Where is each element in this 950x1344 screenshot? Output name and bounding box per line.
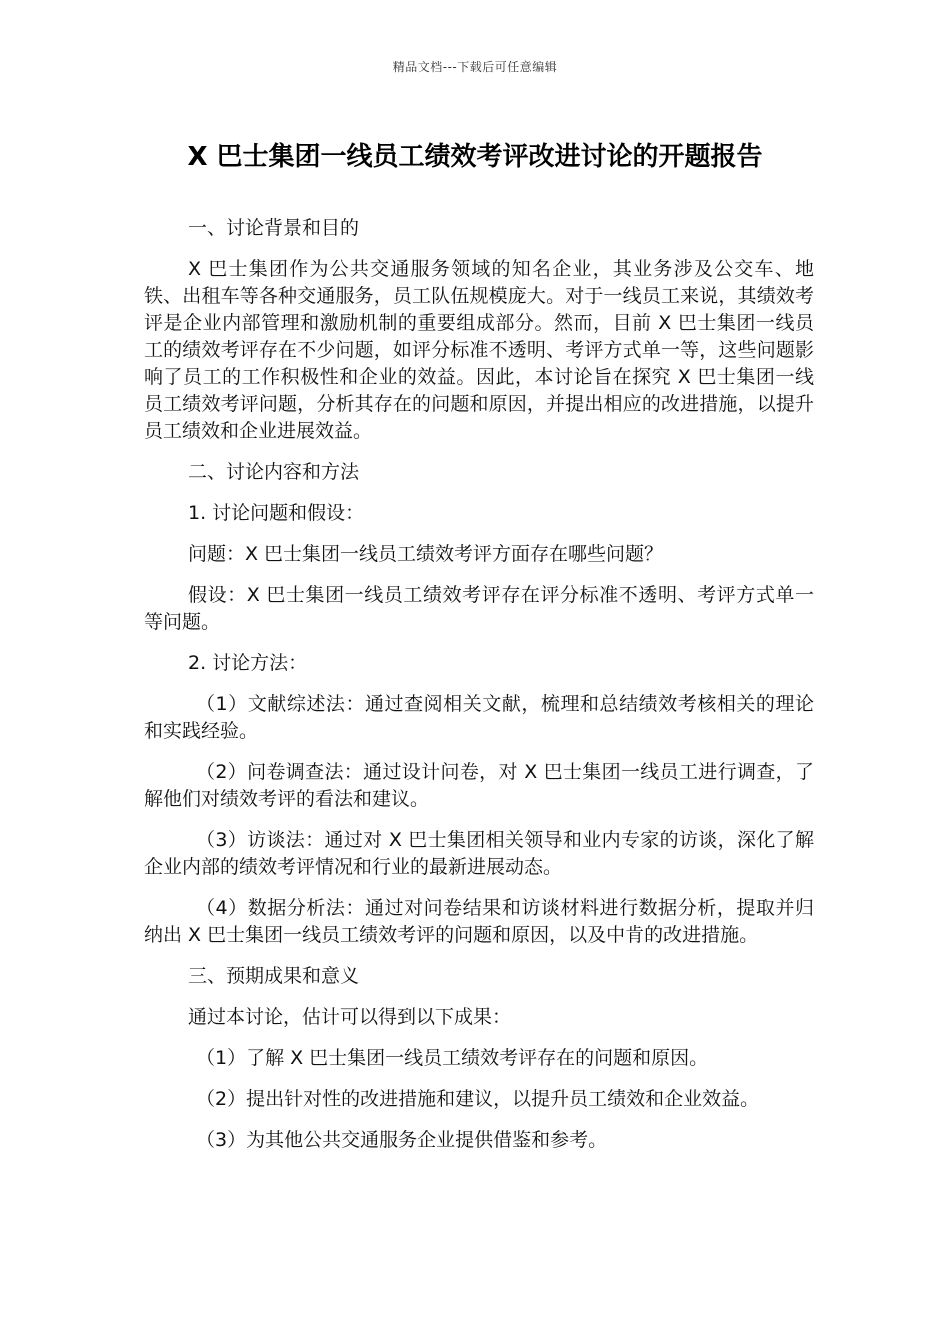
list-item: （1）文献综述法：通过查阅相关文献，梳理和总结绩效考核相关的理论和实践经验。 — [144, 693, 814, 742]
paragraph: X 巴士集团作为公共交通服务领域的知名企业，其业务涉及公交车、地铁、出租车等各种交通服务，员工队伍规模庞大。对于一线员工来说，其绩效考评是企业内部管理和激励机制的重要组成部分。然而，目前 X 巴士集团一线员工的绩效考评存在不少问题，如评分标准不透明、考评方式单一等，这些问题影响了员工的工作积极性和企业的效益。因此，本讨论旨在探究 X 巴士集团一线员工绩效考评问题，分析其存在的问题和原因，并提出相应的改进措施，以提升员工绩效和企业进展效益。 — [144, 258, 814, 442]
document-title: X 巴士集团一线员工绩效考评改进讨论的开题报告 — [187, 142, 763, 172]
list-item: （2）问卷调查法：通过设计问卷，对 X 巴士集团一线员工进行调查，了解他们对绩效考评的看法和建议。 — [144, 761, 814, 810]
list-item: （4）数据分析法：通过对问卷结果和访谈材料进行数据分析，提取并归纳出 X 巴士集团一线员工绩效考评的问题和原因，以及中肯的改进措施。 — [144, 897, 814, 946]
header-watermark: 精品文档---下载后可任意编辑 — [392, 60, 558, 74]
paragraph: 问题：X 巴士集团一线员工绩效考评方面存在哪些问题？ — [188, 543, 664, 565]
list-item: （1）了解 X 巴士集团一线员工绩效考评存在的问题和原因。 — [196, 1047, 709, 1069]
list-item: （3）访谈法：通过对 X 巴士集团相关领导和业内专家的访谈，深化了解企业内部的绩效考评情况和行业的最新进展动态。 — [144, 829, 814, 878]
section-heading: 一、讨论背景和目的 — [188, 217, 360, 239]
list-item: （2）提出针对性的改进措施和建议，以提升员工绩效和企业效益。 — [196, 1088, 760, 1110]
paragraph: 通过本讨论，估计可以得到以下成果： — [188, 1006, 512, 1028]
section-heading: 三、预期成果和意义 — [188, 965, 360, 987]
list-item: （3）为其他公共交通服务企业提供借鉴和参考。 — [196, 1129, 608, 1151]
document-body — [144, 215, 814, 1168]
subheading: 2. 讨论方法： — [188, 652, 308, 674]
section-heading: 二、讨论内容和方法 — [188, 461, 360, 483]
paragraph: 假设：X 巴士集团一线员工绩效考评存在评分标准不透明、考评方式单一等问题。 — [144, 584, 814, 633]
subheading: 1. 讨论问题和假设： — [188, 502, 365, 524]
